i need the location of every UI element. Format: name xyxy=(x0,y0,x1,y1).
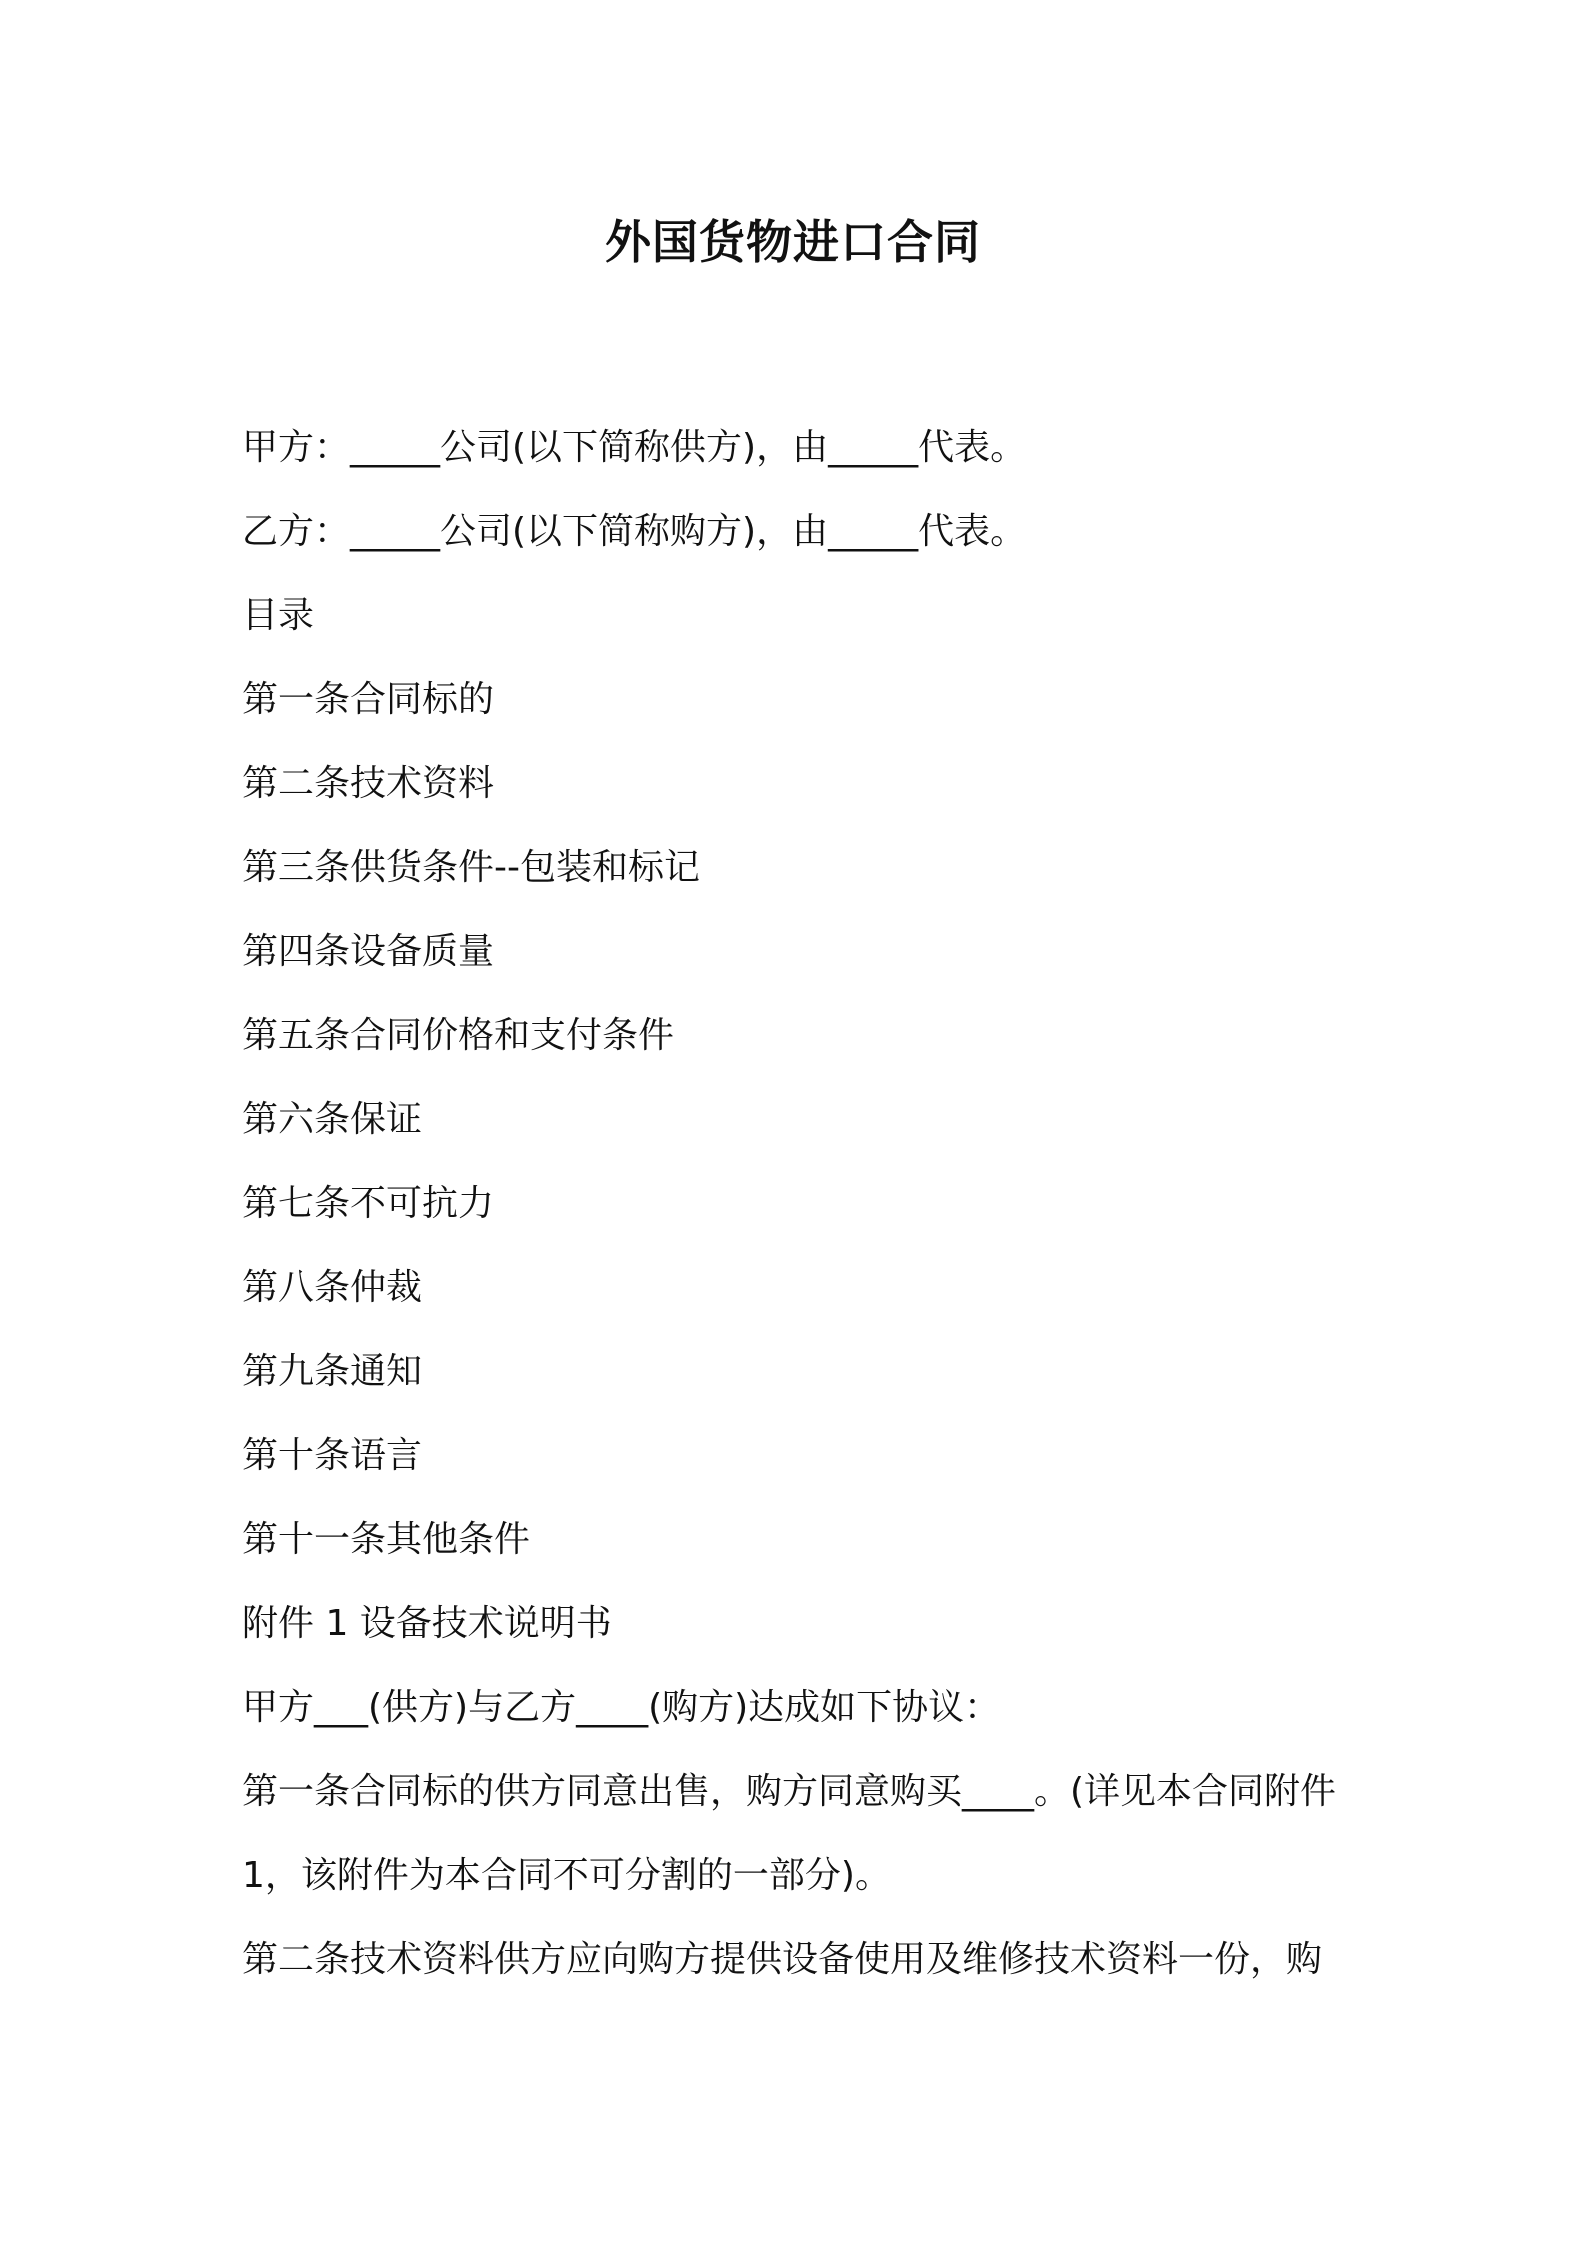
toc-item: 第十条语言 xyxy=(242,1435,423,1476)
document-title: 外国货物进口合同 xyxy=(605,215,981,269)
toc-heading: 目录 xyxy=(242,595,315,636)
document-body xyxy=(242,406,1362,2002)
toc-item: 第五条合同价格和支付条件 xyxy=(242,1015,675,1056)
party-b-line: 乙方：_____公司(以下简称购方)，由_____代表。 xyxy=(242,511,1027,552)
toc-item: 附件 1 设备技术说明书 xyxy=(242,1603,612,1644)
toc-item: 第一条合同标的 xyxy=(242,679,495,720)
agreement-intro: 甲方___(供方)与乙方____(购方)达成如下协议： xyxy=(242,1687,1001,1728)
toc-item: 第三条供货条件--包装和标记 xyxy=(242,847,700,888)
party-a-line: 甲方：_____公司(以下简称供方)，由_____代表。 xyxy=(242,427,1027,468)
toc-item: 第四条设备质量 xyxy=(242,931,495,972)
toc-item: 第六条保证 xyxy=(242,1099,423,1140)
toc-item: 第二条技术资料 xyxy=(242,763,495,804)
toc-item: 第七条不可抗力 xyxy=(242,1183,495,1224)
toc-item: 第十一条其他条件 xyxy=(242,1519,531,1560)
article-1-paragraph: 第一条合同标的供方同意出售，购方同意购买____。(详见本合同附件 1，该附件为本合同不可分割的一部分)。 xyxy=(242,1771,1337,1896)
toc-item: 第八条仲裁 xyxy=(242,1267,423,1308)
toc-item: 第九条通知 xyxy=(242,1351,423,1392)
article-2-paragraph: 第二条技术资料供方应向购方提供设备使用及维修技术资料一份，购 xyxy=(242,1939,1323,1980)
